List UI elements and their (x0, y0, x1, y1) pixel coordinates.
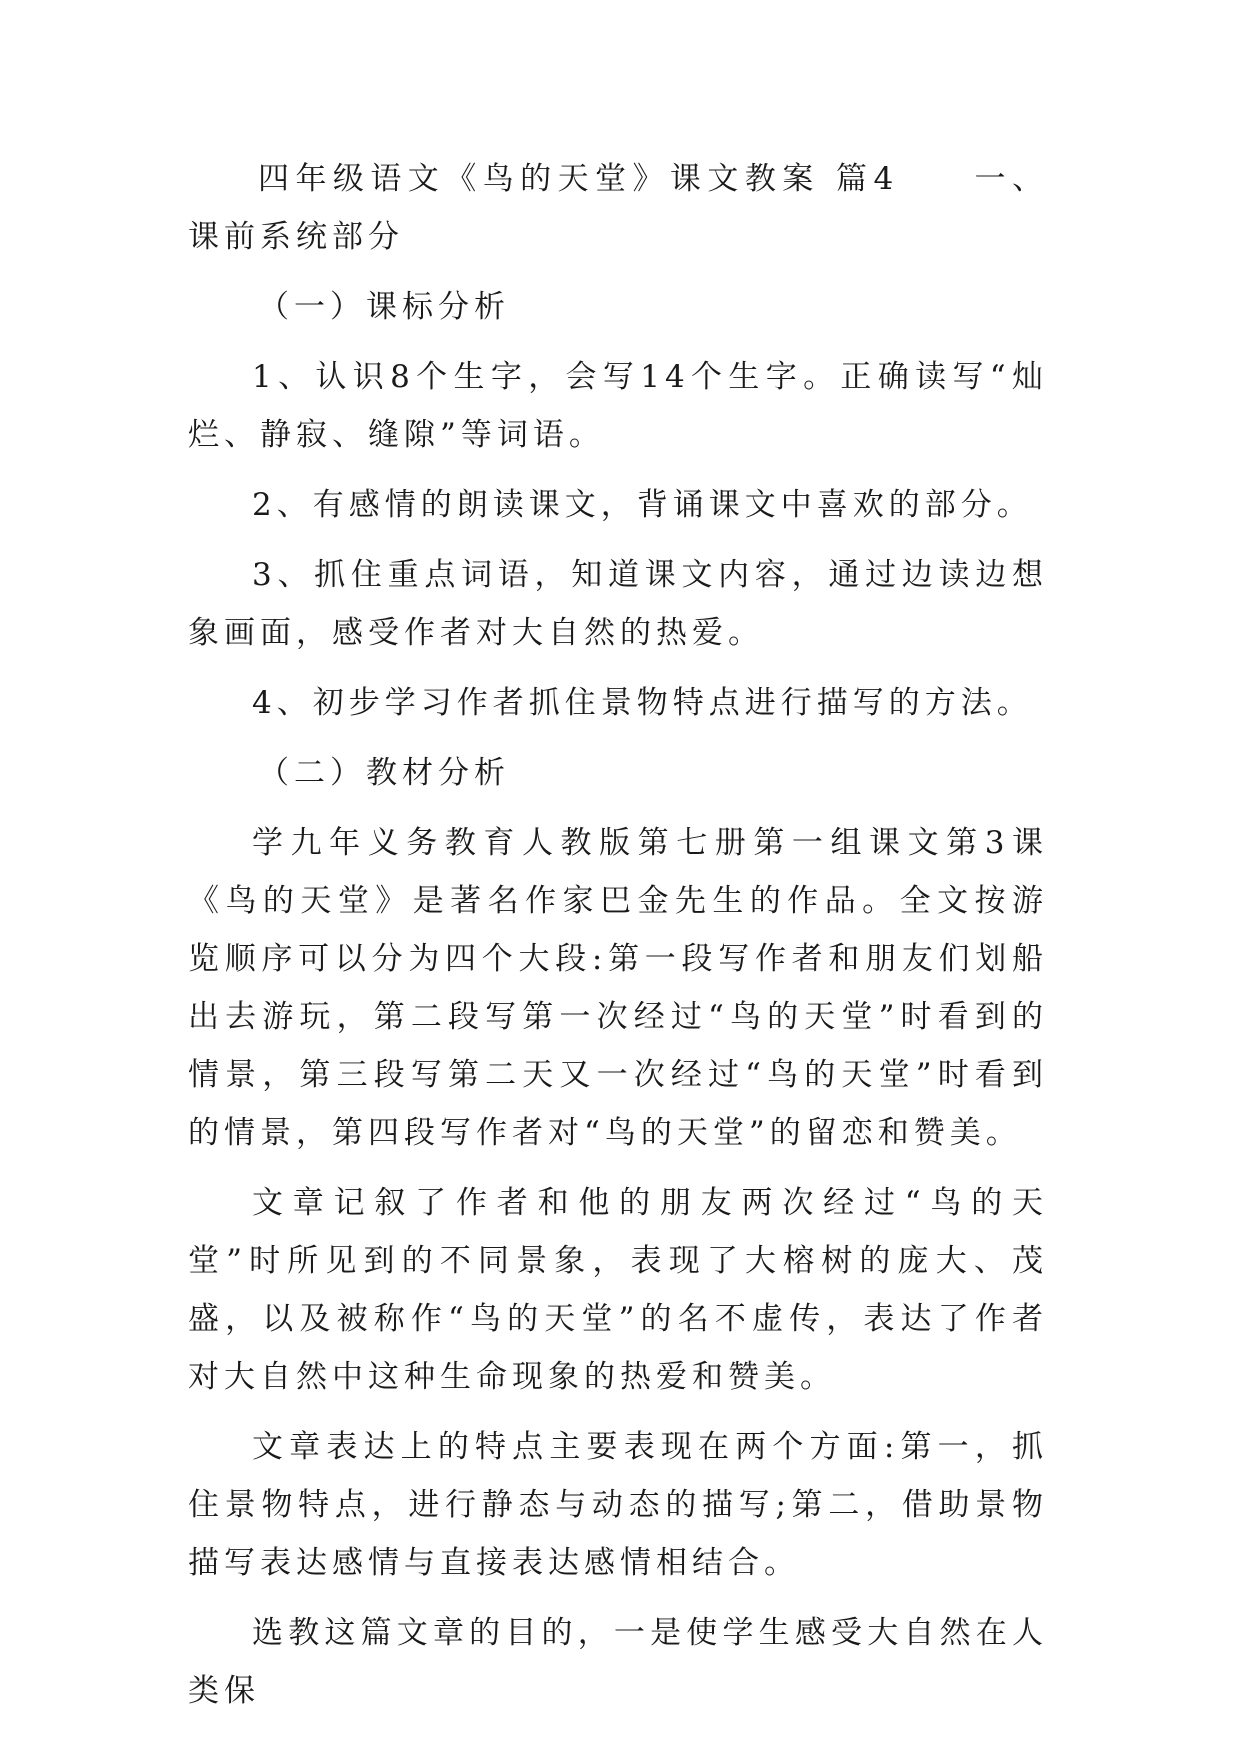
paragraph-goal-2: 2、有感情的朗读课文，背诵课文中喜欢的部分。 (252, 487, 1033, 523)
paragraph-material-1: 学九年义务教育人教版第七册第一组课文第3课《鸟的天堂》是著名作家巴金先生的作品。全文按游览顺序可以分为四个大段:第一段写作者和朋友们划船出去游玩，第二段写第一次经过“鸟的天堂”时看到的情景，第三段写第二天又一次经过“鸟的天堂”时看到的情景，第四段写作者对“鸟的天堂”的留恋和赞美。 (188, 825, 1048, 1151)
document-body (188, 150, 1048, 1732)
section-heading-material: （二）教材分析 (258, 755, 510, 791)
paragraph-title: 四年级语文《鸟的天堂》课文教案 篇4 一、课前系统部分 (188, 161, 1048, 255)
paragraph-goal-1: 1、认识8个生字，会写14个生字。正确读写“灿烂、静寂、缝隙”等词语。 (188, 359, 1048, 453)
paragraph-material-4: 选教这篇文章的目的，一是使学生感受大自然在人类保 (188, 1615, 1048, 1709)
section-heading-curriculum: （一）课标分析 (258, 289, 510, 325)
paragraph-material-2: 文章记叙了作者和他的朋友两次经过“鸟的天堂”时所见到的不同景象，表现了大榕树的庞大、茂盛，以及被称作“鸟的天堂”的名不虚传，表达了作者对大自然中这种生命现象的热爱和赞美。 (188, 1185, 1048, 1395)
paragraph-goal-3: 3、抓住重点词语，知道课文内容，通过边读边想象画面，感受作者对大自然的热爱。 (188, 557, 1048, 651)
paragraph-goal-4: 4、初步学习作者抓住景物特点进行描写的方法。 (252, 685, 1033, 721)
paragraph-material-3: 文章表达上的特点主要表现在两个方面:第一，抓住景物特点，进行静态与动态的描写;第二，借助景物描写表达感情与直接表达感情相结合。 (188, 1429, 1048, 1581)
